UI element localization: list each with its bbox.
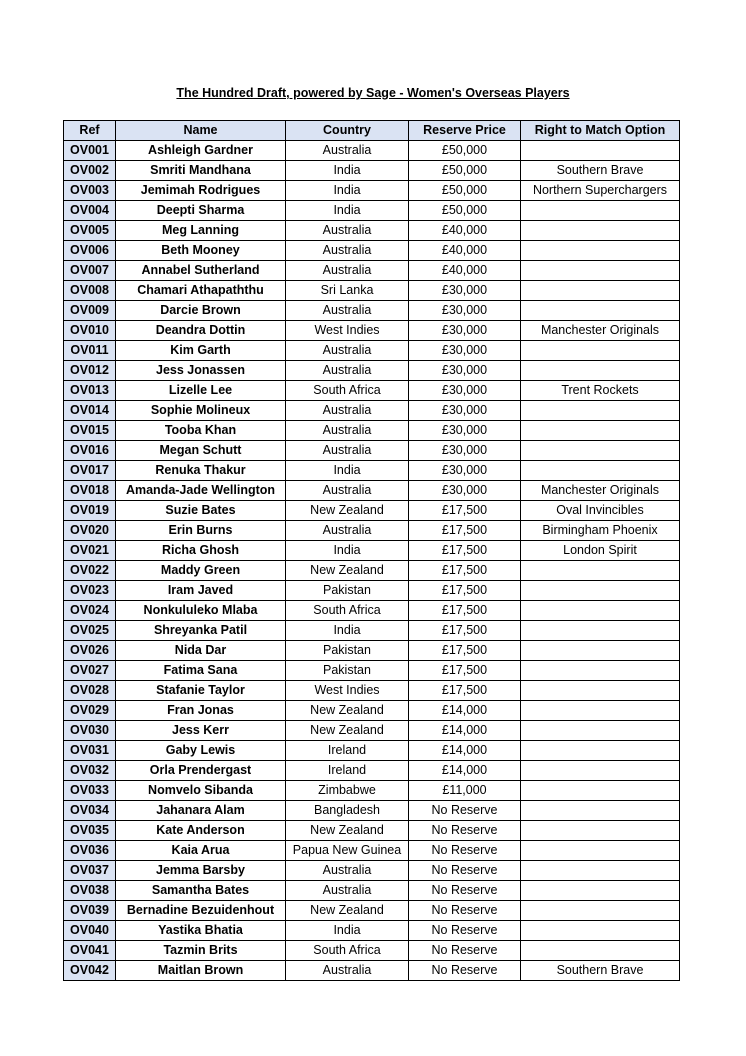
table-row: [64, 621, 680, 641]
name-cell: Maddy Green: [116, 561, 286, 581]
table-row: [64, 701, 680, 721]
name-cell: Jemma Barsby: [116, 861, 286, 881]
reserve-price-cell: No Reserve: [409, 901, 521, 921]
reserve-price-cell: £14,000: [409, 741, 521, 761]
reserve-price-cell: No Reserve: [409, 961, 521, 981]
header-name: Name: [116, 121, 286, 141]
ref-cell: OV039: [64, 901, 116, 921]
name-cell: Orla Prendergast: [116, 761, 286, 781]
ref-cell: OV003: [64, 181, 116, 201]
table-row: [64, 441, 680, 461]
country-cell: Australia: [286, 961, 409, 981]
reserve-price-cell: £30,000: [409, 421, 521, 441]
table-row: [64, 421, 680, 441]
reserve-price-cell: £30,000: [409, 281, 521, 301]
table-row: [64, 661, 680, 681]
table-row: [64, 161, 680, 181]
players-table: [63, 120, 680, 981]
right-to-match-cell: [521, 761, 680, 781]
country-cell: Australia: [286, 861, 409, 881]
reserve-price-cell: No Reserve: [409, 841, 521, 861]
header-row: [64, 121, 680, 141]
table-row: [64, 561, 680, 581]
table-row: [64, 521, 680, 541]
ref-cell: OV022: [64, 561, 116, 581]
ref-cell: OV036: [64, 841, 116, 861]
reserve-price-cell: No Reserve: [409, 881, 521, 901]
country-cell: India: [286, 181, 409, 201]
name-cell: Kim Garth: [116, 341, 286, 361]
right-to-match-cell: [521, 401, 680, 421]
name-cell: Chamari Athapaththu: [116, 281, 286, 301]
reserve-price-cell: £30,000: [409, 401, 521, 421]
country-cell: India: [286, 461, 409, 481]
header-right-to-match: Right to Match Option: [521, 121, 680, 141]
ref-cell: OV007: [64, 261, 116, 281]
reserve-price-cell: £50,000: [409, 141, 521, 161]
right-to-match-cell: [521, 861, 680, 881]
right-to-match-cell: Southern Brave: [521, 961, 680, 981]
name-cell: Deepti Sharma: [116, 201, 286, 221]
ref-cell: OV020: [64, 521, 116, 541]
table-row: [64, 841, 680, 861]
country-cell: India: [286, 201, 409, 221]
right-to-match-cell: [521, 201, 680, 221]
name-cell: Bernadine Bezuidenhout: [116, 901, 286, 921]
name-cell: Jess Kerr: [116, 721, 286, 741]
right-to-match-cell: Oval Invincibles: [521, 501, 680, 521]
ref-cell: OV025: [64, 621, 116, 641]
name-cell: Ashleigh Gardner: [116, 141, 286, 161]
country-cell: Australia: [286, 141, 409, 161]
right-to-match-cell: [521, 341, 680, 361]
right-to-match-cell: [521, 641, 680, 661]
table-row: [64, 901, 680, 921]
ref-cell: OV038: [64, 881, 116, 901]
table-row: [64, 341, 680, 361]
name-cell: Samantha Bates: [116, 881, 286, 901]
right-to-match-cell: [521, 781, 680, 801]
right-to-match-cell: [521, 601, 680, 621]
table-row: [64, 481, 680, 501]
name-cell: Tooba Khan: [116, 421, 286, 441]
reserve-price-cell: £30,000: [409, 441, 521, 461]
reserve-price-cell: £30,000: [409, 301, 521, 321]
country-cell: Zimbabwe: [286, 781, 409, 801]
reserve-price-cell: £17,500: [409, 581, 521, 601]
country-cell: Australia: [286, 421, 409, 441]
reserve-price-cell: £40,000: [409, 261, 521, 281]
country-cell: Australia: [286, 361, 409, 381]
right-to-match-cell: Manchester Originals: [521, 481, 680, 501]
right-to-match-cell: [521, 361, 680, 381]
table-row: [64, 501, 680, 521]
country-cell: India: [286, 921, 409, 941]
right-to-match-cell: [521, 261, 680, 281]
name-cell: Nida Dar: [116, 641, 286, 661]
reserve-price-cell: £30,000: [409, 381, 521, 401]
name-cell: Darcie Brown: [116, 301, 286, 321]
country-cell: India: [286, 541, 409, 561]
name-cell: Richa Ghosh: [116, 541, 286, 561]
header-reserve-price: Reserve Price: [409, 121, 521, 141]
name-cell: Maitlan Brown: [116, 961, 286, 981]
right-to-match-cell: [521, 301, 680, 321]
name-cell: Beth Mooney: [116, 241, 286, 261]
country-cell: India: [286, 161, 409, 181]
ref-cell: OV014: [64, 401, 116, 421]
page-title: The Hundred Draft, powered by Sage - Women's Overseas Players: [176, 86, 570, 100]
table-row: [64, 201, 680, 221]
right-to-match-cell: [521, 281, 680, 301]
name-cell: Yastika Bhatia: [116, 921, 286, 941]
right-to-match-cell: [521, 841, 680, 861]
country-cell: West Indies: [286, 681, 409, 701]
reserve-price-cell: £30,000: [409, 481, 521, 501]
ref-cell: OV041: [64, 941, 116, 961]
ref-cell: OV035: [64, 821, 116, 841]
country-cell: Pakistan: [286, 641, 409, 661]
ref-cell: OV023: [64, 581, 116, 601]
name-cell: Jahanara Alam: [116, 801, 286, 821]
right-to-match-cell: [521, 421, 680, 441]
right-to-match-cell: [521, 661, 680, 681]
country-cell: Australia: [286, 441, 409, 461]
right-to-match-cell: [521, 461, 680, 481]
reserve-price-cell: No Reserve: [409, 941, 521, 961]
ref-cell: OV029: [64, 701, 116, 721]
name-cell: Nomvelo Sibanda: [116, 781, 286, 801]
table-row: [64, 241, 680, 261]
country-cell: Australia: [286, 301, 409, 321]
reserve-price-cell: No Reserve: [409, 861, 521, 881]
reserve-price-cell: £17,500: [409, 501, 521, 521]
right-to-match-cell: Birmingham Phoenix: [521, 521, 680, 541]
reserve-price-cell: No Reserve: [409, 921, 521, 941]
header-country: Country: [286, 121, 409, 141]
table-row: [64, 321, 680, 341]
country-cell: Papua New Guinea: [286, 841, 409, 861]
table-row: [64, 641, 680, 661]
table-row: [64, 941, 680, 961]
reserve-price-cell: £14,000: [409, 701, 521, 721]
name-cell: Tazmin Brits: [116, 941, 286, 961]
right-to-match-cell: Trent Rockets: [521, 381, 680, 401]
name-cell: Deandra Dottin: [116, 321, 286, 341]
country-cell: New Zealand: [286, 721, 409, 741]
ref-cell: OV024: [64, 601, 116, 621]
ref-cell: OV001: [64, 141, 116, 161]
country-cell: New Zealand: [286, 901, 409, 921]
name-cell: Jess Jonassen: [116, 361, 286, 381]
table-row: [64, 301, 680, 321]
right-to-match-cell: [521, 561, 680, 581]
ref-cell: OV032: [64, 761, 116, 781]
reserve-price-cell: £17,500: [409, 641, 521, 661]
ref-cell: OV005: [64, 221, 116, 241]
table-row: [64, 681, 680, 701]
reserve-price-cell: £17,500: [409, 621, 521, 641]
name-cell: Gaby Lewis: [116, 741, 286, 761]
table-body: [64, 141, 680, 981]
header-ref: Ref: [64, 121, 116, 141]
table-row: [64, 181, 680, 201]
name-cell: Erin Burns: [116, 521, 286, 541]
name-cell: Suzie Bates: [116, 501, 286, 521]
right-to-match-cell: [521, 701, 680, 721]
table-row: [64, 881, 680, 901]
country-cell: New Zealand: [286, 501, 409, 521]
right-to-match-cell: [521, 141, 680, 161]
country-cell: Australia: [286, 261, 409, 281]
table-row: [64, 461, 680, 481]
table-row: [64, 361, 680, 381]
right-to-match-cell: Northern Superchargers: [521, 181, 680, 201]
ref-cell: OV006: [64, 241, 116, 261]
country-cell: Pakistan: [286, 661, 409, 681]
name-cell: Annabel Sutherland: [116, 261, 286, 281]
reserve-price-cell: £17,500: [409, 681, 521, 701]
ref-cell: OV010: [64, 321, 116, 341]
name-cell: Lizelle Lee: [116, 381, 286, 401]
reserve-price-cell: £11,000: [409, 781, 521, 801]
ref-cell: OV015: [64, 421, 116, 441]
country-cell: New Zealand: [286, 821, 409, 841]
ref-cell: OV019: [64, 501, 116, 521]
country-cell: New Zealand: [286, 701, 409, 721]
reserve-price-cell: £17,500: [409, 541, 521, 561]
reserve-price-cell: £30,000: [409, 341, 521, 361]
country-cell: West Indies: [286, 321, 409, 341]
ref-cell: OV021: [64, 541, 116, 561]
ref-cell: OV004: [64, 201, 116, 221]
country-cell: South Africa: [286, 941, 409, 961]
right-to-match-cell: [521, 941, 680, 961]
name-cell: Iram Javed: [116, 581, 286, 601]
table-row: [64, 801, 680, 821]
reserve-price-cell: £14,000: [409, 761, 521, 781]
table-row: [64, 721, 680, 741]
name-cell: Megan Schutt: [116, 441, 286, 461]
ref-cell: OV042: [64, 961, 116, 981]
ref-cell: OV040: [64, 921, 116, 941]
country-cell: Australia: [286, 401, 409, 421]
country-cell: Australia: [286, 881, 409, 901]
country-cell: Australia: [286, 481, 409, 501]
right-to-match-cell: Southern Brave: [521, 161, 680, 181]
right-to-match-cell: [521, 441, 680, 461]
reserve-price-cell: No Reserve: [409, 821, 521, 841]
name-cell: Kaia Arua: [116, 841, 286, 861]
country-cell: Ireland: [286, 741, 409, 761]
table-row: [64, 961, 680, 981]
reserve-price-cell: £30,000: [409, 461, 521, 481]
name-cell: Kate Anderson: [116, 821, 286, 841]
ref-cell: OV016: [64, 441, 116, 461]
table-row: [64, 601, 680, 621]
reserve-price-cell: £17,500: [409, 601, 521, 621]
name-cell: Nonkululeko Mlaba: [116, 601, 286, 621]
country-cell: Australia: [286, 521, 409, 541]
right-to-match-cell: [521, 621, 680, 641]
country-cell: Australia: [286, 341, 409, 361]
right-to-match-cell: [521, 681, 680, 701]
table-row: [64, 581, 680, 601]
table-row: [64, 281, 680, 301]
reserve-price-cell: £50,000: [409, 201, 521, 221]
ref-cell: OV017: [64, 461, 116, 481]
reserve-price-cell: No Reserve: [409, 801, 521, 821]
table-row: [64, 221, 680, 241]
reserve-price-cell: £50,000: [409, 181, 521, 201]
name-cell: Renuka Thakur: [116, 461, 286, 481]
right-to-match-cell: [521, 721, 680, 741]
ref-cell: OV028: [64, 681, 116, 701]
reserve-price-cell: £17,500: [409, 521, 521, 541]
country-cell: Australia: [286, 221, 409, 241]
name-cell: Smriti Mandhana: [116, 161, 286, 181]
right-to-match-cell: London Spirit: [521, 541, 680, 561]
ref-cell: OV018: [64, 481, 116, 501]
table-row: [64, 401, 680, 421]
name-cell: Jemimah Rodrigues: [116, 181, 286, 201]
name-cell: Stafanie Taylor: [116, 681, 286, 701]
ref-cell: OV012: [64, 361, 116, 381]
country-cell: South Africa: [286, 601, 409, 621]
country-cell: Pakistan: [286, 581, 409, 601]
table-row: [64, 261, 680, 281]
reserve-price-cell: £17,500: [409, 661, 521, 681]
ref-cell: OV026: [64, 641, 116, 661]
reserve-price-cell: £30,000: [409, 321, 521, 341]
country-cell: India: [286, 621, 409, 641]
reserve-price-cell: £14,000: [409, 721, 521, 741]
right-to-match-cell: [521, 581, 680, 601]
name-cell: Sophie Molineux: [116, 401, 286, 421]
table-row: [64, 921, 680, 941]
ref-cell: OV013: [64, 381, 116, 401]
right-to-match-cell: [521, 901, 680, 921]
right-to-match-cell: [521, 881, 680, 901]
name-cell: Shreyanka Patil: [116, 621, 286, 641]
right-to-match-cell: [521, 221, 680, 241]
table-row: [64, 541, 680, 561]
table-row: [64, 381, 680, 401]
name-cell: Meg Lanning: [116, 221, 286, 241]
country-cell: Ireland: [286, 761, 409, 781]
ref-cell: OV002: [64, 161, 116, 181]
ref-cell: OV027: [64, 661, 116, 681]
reserve-price-cell: £17,500: [409, 561, 521, 581]
name-cell: Fran Jonas: [116, 701, 286, 721]
ref-cell: OV008: [64, 281, 116, 301]
table-row: [64, 761, 680, 781]
table-row: [64, 141, 680, 161]
ref-cell: OV009: [64, 301, 116, 321]
name-cell: Fatima Sana: [116, 661, 286, 681]
name-cell: Amanda-Jade Wellington: [116, 481, 286, 501]
ref-cell: OV031: [64, 741, 116, 761]
reserve-price-cell: £40,000: [409, 241, 521, 261]
ref-cell: OV011: [64, 341, 116, 361]
reserve-price-cell: £40,000: [409, 221, 521, 241]
ref-cell: OV037: [64, 861, 116, 881]
country-cell: Sri Lanka: [286, 281, 409, 301]
ref-cell: OV034: [64, 801, 116, 821]
table-row: [64, 781, 680, 801]
ref-cell: OV030: [64, 721, 116, 741]
right-to-match-cell: [521, 921, 680, 941]
country-cell: Australia: [286, 241, 409, 261]
reserve-price-cell: £50,000: [409, 161, 521, 181]
right-to-match-cell: [521, 821, 680, 841]
right-to-match-cell: [521, 741, 680, 761]
table-row: [64, 821, 680, 841]
ref-cell: OV033: [64, 781, 116, 801]
table-row: [64, 861, 680, 881]
right-to-match-cell: [521, 241, 680, 261]
right-to-match-cell: [521, 801, 680, 821]
right-to-match-cell: Manchester Originals: [521, 321, 680, 341]
table-row: [64, 741, 680, 761]
country-cell: New Zealand: [286, 561, 409, 581]
reserve-price-cell: £30,000: [409, 361, 521, 381]
country-cell: South Africa: [286, 381, 409, 401]
country-cell: Bangladesh: [286, 801, 409, 821]
